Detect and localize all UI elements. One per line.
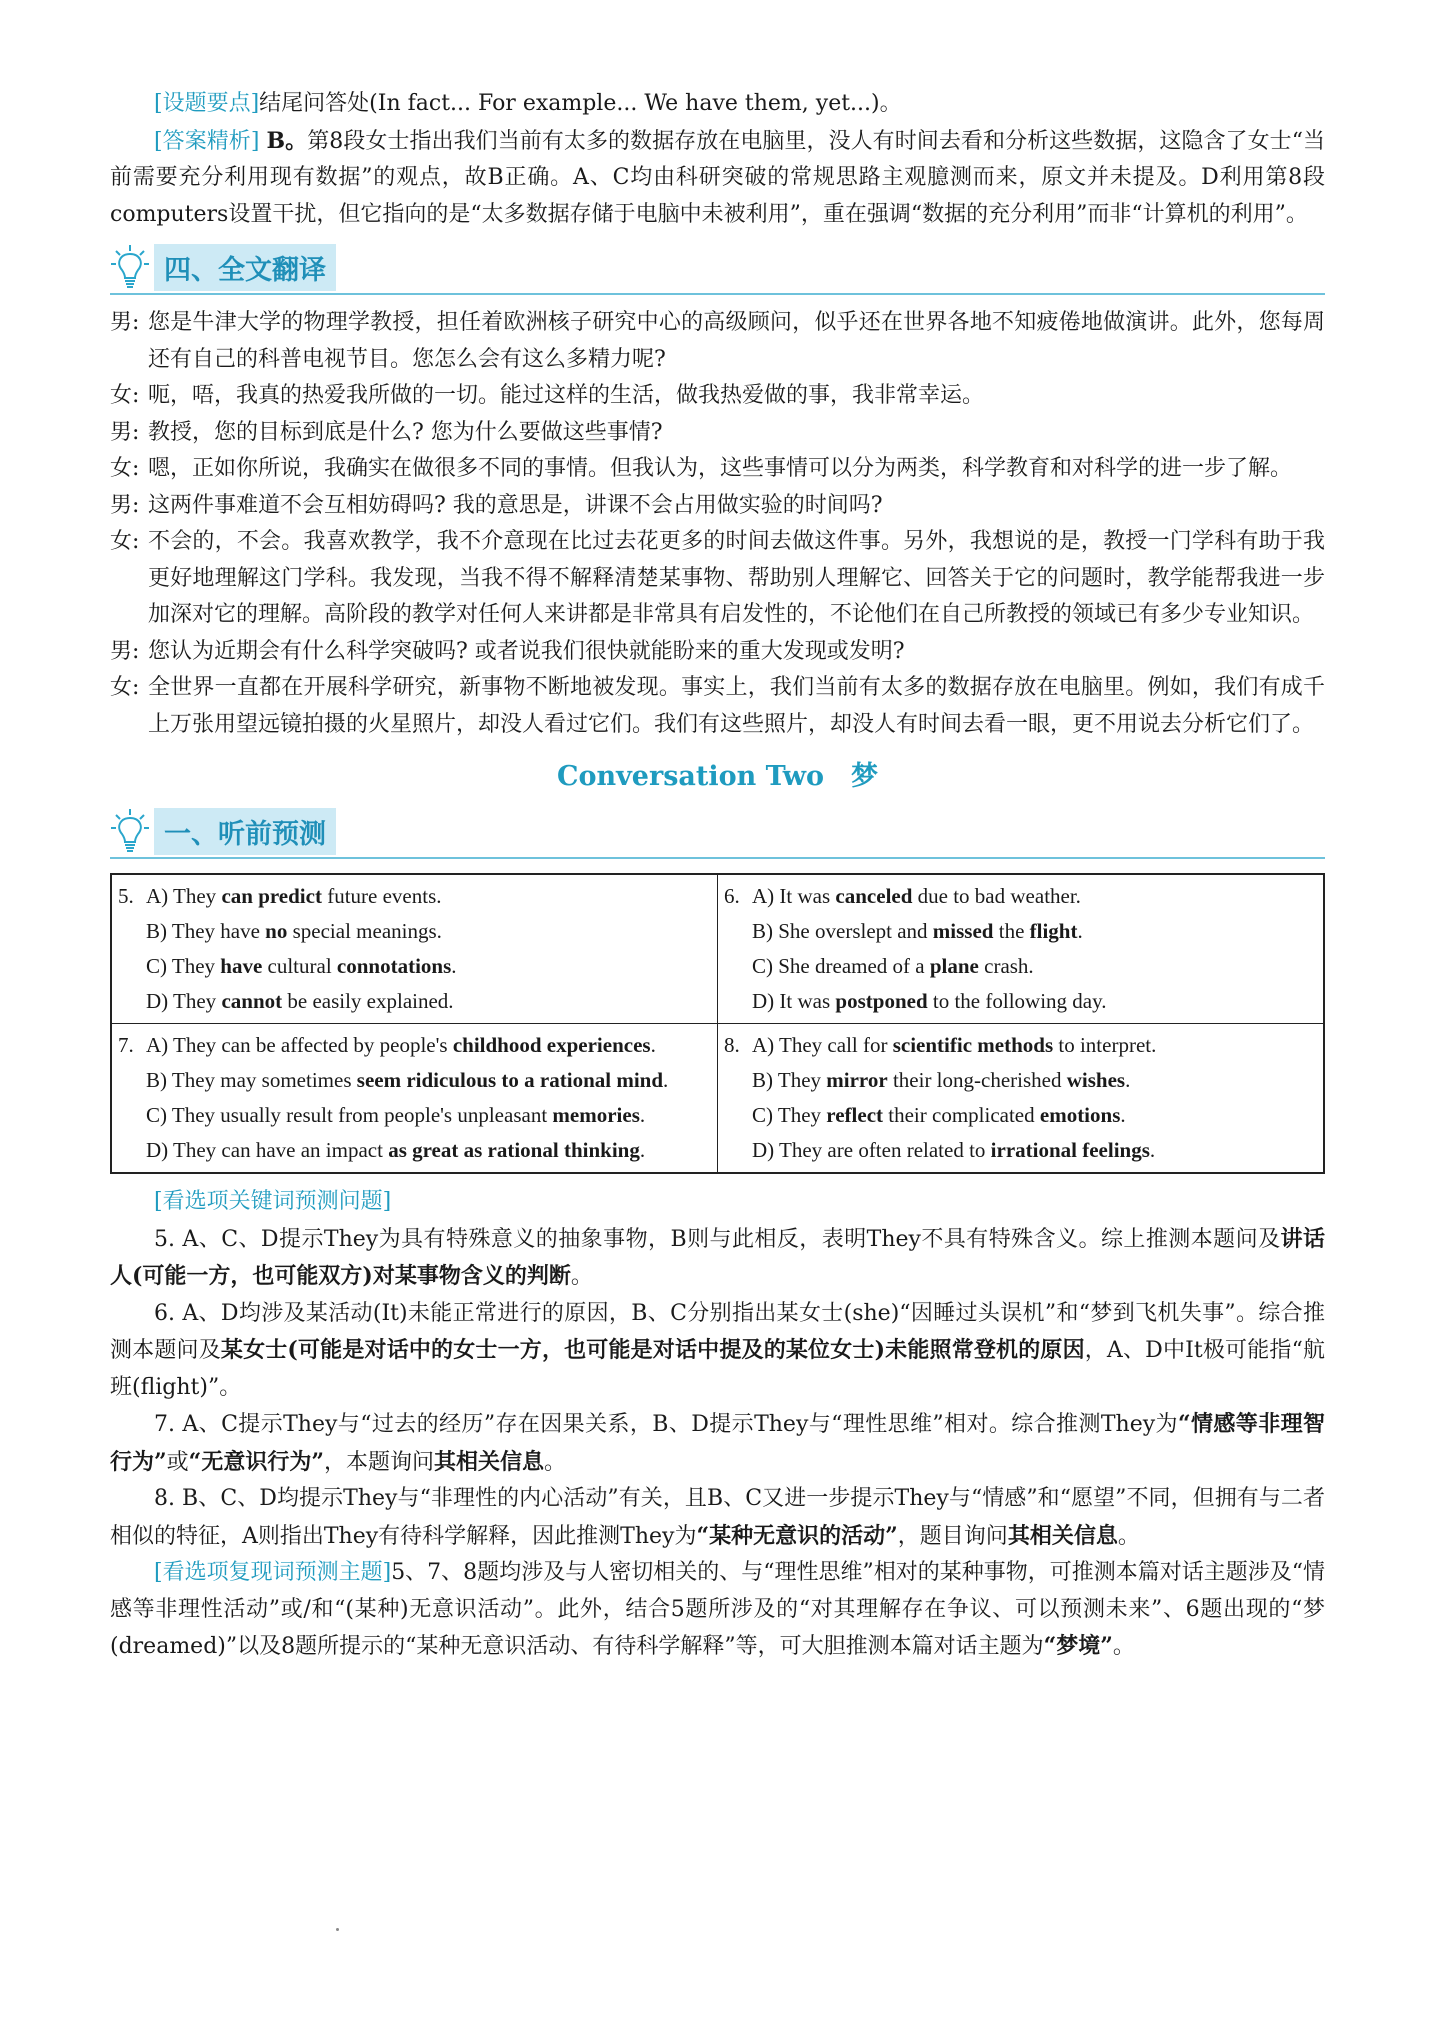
option-letter: B)	[146, 1068, 172, 1092]
option-line	[118, 1063, 711, 1098]
option-letter: C)	[146, 954, 172, 978]
option-line	[118, 1098, 711, 1133]
option-keyword: cannot	[221, 989, 283, 1013]
option-keyword: postponed	[835, 989, 928, 1013]
option-keyword: connotations	[336, 954, 452, 978]
note-emphasis: 其相关信息	[434, 1448, 545, 1475]
option-line	[118, 914, 711, 949]
option-line	[118, 984, 711, 1019]
question-number: 5.	[118, 884, 134, 908]
option-text: She overslept and	[778, 919, 933, 943]
option-keyword: reflect	[826, 1103, 884, 1127]
analysis-paragraph	[110, 123, 1325, 234]
option-text: .	[1077, 919, 1083, 943]
prediction-note	[110, 1481, 1325, 1555]
option-text: .	[663, 1068, 669, 1092]
prediction-note	[110, 1406, 1325, 1481]
speaker-label: 男:	[110, 638, 140, 664]
option-letter: C)	[146, 1103, 172, 1127]
speaker-label: 男:	[110, 492, 140, 518]
dialogue-line	[110, 378, 1325, 415]
dialogue-line	[110, 415, 1325, 452]
option-letter: D)	[752, 989, 780, 1013]
option-keyword: memories	[552, 1103, 640, 1127]
option-letter: D)	[146, 989, 174, 1013]
analysis-label: [答案精析]	[154, 128, 260, 154]
dialogue-text: 呃，唔，我真的热爱我所做的一切。能过这样的生活，做我热爱做的事，我非常幸运。	[148, 383, 985, 408]
option-letter: A)	[146, 884, 174, 908]
keyword-label-line	[110, 1184, 1325, 1221]
option-keyword: can predict	[221, 884, 322, 908]
option-line	[724, 914, 1317, 949]
option-text: .	[1125, 1068, 1131, 1092]
theme-end: 。	[1112, 1634, 1135, 1659]
option-letter: D)	[752, 1138, 780, 1162]
option-text: .	[639, 1138, 646, 1162]
option-letter: A)	[146, 1033, 174, 1057]
option-letter: B)	[752, 1068, 778, 1092]
option-text: They usually result from people's unpleasant	[171, 1103, 553, 1127]
note-text: ，题目询问	[897, 1523, 1008, 1549]
note-text: 7. A、C提示They与“过去的经历”存在因果关系，B、D提示They与“理性思维”相对。综合推测They为	[154, 1412, 1178, 1437]
option-text: to the following day.	[927, 989, 1107, 1013]
prediction-notes	[110, 1221, 1325, 1556]
note-text: 5. A、C、D提示They为具有特殊意义的抽象事物，B则与此相反，表明They不具有特殊含义。综上推测本题问及	[154, 1226, 1281, 1252]
option-letter: C)	[752, 954, 779, 978]
option-text: due to bad weather.	[912, 884, 1081, 908]
key-points-label: [设题要点]	[154, 91, 260, 116]
option-text: .	[451, 954, 457, 978]
option-text: crash.	[978, 954, 1034, 978]
option-line	[724, 1098, 1317, 1133]
question-cell	[111, 1024, 718, 1174]
dialogue-text: 嗯，正如你所说，我确实在做很多不同的事情。但我认为，这些事情可以分为两类，科学教育和对科学的进一步了解。	[148, 456, 1293, 481]
dialogue-text: 不会的，不会。我喜欢教学，我不介意现在比过去花更多的时间去做这件事。另外，我想说的是，教授一门学科有助于我更好地理解这门学科。我发现，当我不得不解释清楚某事物、帮助别人理解它、回答关于它的问题时，教学能帮我进一步加深对它的理解。高阶段的教学对任何人来讲都是非常具有启发性的，不论他们在自己所教授的领域已有多少专业知识。	[148, 529, 1325, 627]
option-text: It was	[779, 884, 836, 908]
theme-bold: “梦境”	[1043, 1633, 1113, 1659]
note-text: 8. B、C、D均提示They与“非理性的内心活动”有关，且B、C又进一步提示They与“情感”和“愿望”不同，但拥有与二者相似的特征，A则指出They有待科学解释，因此推测They为	[110, 1486, 1325, 1549]
note-emphasis: “某种无意识的活动”	[696, 1522, 898, 1549]
note-text: ，A、D中It极可能指“航班(flight)”。	[110, 1338, 1325, 1400]
key-points-text: 结尾问答处(In fact... For example... We have them, yet...)。	[259, 91, 902, 116]
option-text: .	[1149, 1138, 1156, 1162]
key-points-paragraph	[110, 86, 1325, 123]
note-text: 。	[570, 1264, 593, 1289]
dialogue-text: 您是牛津大学的物理学教授，担任着欧洲核子研究中心的高级顾问，似乎还在世界各地不知疲倦地做演讲。此外，您每周还有自己的科普电视节目。您怎么会有这么多精力呢?	[148, 310, 1325, 372]
option-text: They can have an impact	[173, 1138, 389, 1162]
dialogue-text: 您认为近期会有什么科学突破吗? 或者说我们很快就能盼来的重大发现或发明?	[148, 638, 905, 664]
option-letter: B)	[752, 919, 779, 943]
option-keyword: have	[220, 954, 263, 978]
option-text: They	[777, 1103, 827, 1127]
theme-paragraph	[110, 1555, 1325, 1666]
option-keyword: plane	[929, 954, 979, 978]
speaker-label: 女:	[110, 675, 140, 700]
option-keyword: no	[265, 919, 288, 943]
dialogue-line	[110, 634, 1325, 671]
note-text: 6. A、D均涉及某活动(It)未能正常进行的原因，B、C分别指出某女士(she)“因睡过头误机”和“梦到飞机失事”。综合推测本题问及	[110, 1300, 1325, 1363]
option-keyword: irrational feelings	[990, 1138, 1150, 1162]
dialogue-line	[110, 451, 1325, 488]
speaker-label: 女:	[110, 456, 140, 481]
dialogue-line	[110, 488, 1325, 525]
option-text: .	[1120, 1103, 1126, 1127]
option-line	[724, 949, 1317, 984]
option-text: the	[993, 919, 1030, 943]
translation-dialogue	[110, 305, 1325, 743]
translation-heading-label: 四、全文翻译	[154, 244, 336, 291]
question-cell	[718, 1024, 1325, 1174]
option-keyword: emotions	[1039, 1103, 1121, 1127]
note-emphasis: “无意识行为”	[188, 1448, 324, 1475]
option-text: They have	[171, 919, 266, 943]
option-text: They are often related to	[779, 1138, 991, 1162]
option-text: .	[650, 1033, 656, 1057]
lightbulb-icon	[110, 243, 150, 291]
theme-label: [看选项复现词预测主题]	[154, 1560, 392, 1585]
speaker-label: 女:	[110, 383, 140, 408]
option-text: They may sometimes	[171, 1068, 357, 1092]
dialogue-text: 教授，您的目标到底是什么? 您为什么要做这些事情?	[148, 419, 663, 445]
dialogue-text: 全世界一直都在开展科学研究，新事物不断地被发现。事实上，我们当前有太多的数据存放在电脑里。例如，我们有成千上万张用望远镜拍摄的火星照片，却没人看过它们。我们有这些照片，却没人有时间去看一眼，更不用说去分析它们了。	[148, 675, 1325, 737]
note-text: 。	[544, 1449, 567, 1475]
note-text: ，本题询问	[323, 1449, 434, 1475]
option-text: special meanings.	[287, 919, 442, 943]
option-text: be easily explained.	[282, 989, 454, 1013]
prediction-heading-label: 一、听前预测	[154, 808, 336, 855]
option-text: They	[173, 989, 222, 1013]
dialogue-line	[110, 670, 1325, 743]
option-text: to interpret.	[1053, 1033, 1157, 1057]
option-keyword: missed	[932, 919, 994, 943]
option-keyword: scientific methods	[892, 1033, 1054, 1057]
option-letter: D)	[146, 1138, 174, 1162]
option-text: It was	[779, 989, 836, 1013]
option-line	[118, 1028, 711, 1063]
option-text: their complicated	[883, 1103, 1040, 1127]
speaker-label: 男:	[110, 310, 140, 335]
option-line	[724, 1133, 1317, 1168]
option-line	[724, 1028, 1317, 1063]
option-text: She dreamed of a	[778, 954, 930, 978]
option-text: cultural	[262, 954, 337, 978]
theme-text: 5、7、8题均涉及与人密切相关的、与“理性思维”相对的某种事物，可推测本篇对话主题涉及“情感等非理性活动”或/和“(某种)无意识活动”。此外，结合5题所涉及的“对其理解存在争议、可以预测未来”、6题出现的“梦(dreamed)”以及8题所提示的“某种无意识活动、有待科学解释”等，可大胆推测本篇对话主题为	[110, 1560, 1325, 1659]
analysis-text: 第8段女士指出我们当前有太多的数据存放在电脑里，没人有时间去看和分析这些数据，这隐含了女士“当前需要充分利用现有数据”的观点，故B正确。A、C均由科研突破的常规思路主观臆测而来，原文并未提及。D利用第8段computers设置干扰，但它指向的是“太多数据存储于电脑中未被利用”，重在强调“数据的充分利用”而非“计算机的利用”。	[110, 128, 1326, 227]
speaker-label: 女:	[110, 529, 140, 554]
option-text: They	[777, 1068, 827, 1092]
option-letter: A)	[752, 884, 780, 908]
translation-heading	[110, 241, 1325, 295]
dialogue-line	[110, 305, 1325, 378]
option-line	[724, 1063, 1317, 1098]
prediction-note	[110, 1296, 1325, 1407]
option-text: future events.	[321, 884, 442, 908]
option-keyword: as great as rational thinking	[388, 1138, 640, 1162]
dialogue-line	[110, 524, 1325, 634]
option-letter: A)	[752, 1033, 780, 1057]
option-keyword: childhood experiences	[452, 1033, 651, 1057]
option-letter: B)	[146, 919, 172, 943]
note-text: 。	[1117, 1523, 1140, 1549]
option-keyword: mirror	[826, 1068, 888, 1092]
option-line	[118, 879, 711, 914]
note-emphasis: 其相关信息	[1007, 1522, 1118, 1549]
option-text: They can be affected by people's	[173, 1033, 453, 1057]
option-text: They	[171, 954, 221, 978]
dialogue-text: 这两件事难道不会互相妨碍吗? 我的意思是，讲课不会占用做实验的时间吗?	[148, 492, 883, 518]
note-emphasis: 讲话人(可能一方，也可能双方)对某事物含义的判断	[110, 1225, 1325, 1289]
footer-dot	[336, 1928, 339, 1931]
note-emphasis: 某女士(可能是对话中的女士一方，也可能是对话中提及的某位女士)未能照常登机的原因	[220, 1337, 1085, 1363]
speaker-label: 男:	[110, 419, 140, 445]
option-keyword: canceled	[835, 884, 913, 908]
note-emphasis: “情感等非理智行为”	[110, 1411, 1326, 1475]
conversation-title: Conversation Two 梦	[556, 761, 879, 792]
option-line	[118, 949, 711, 984]
analysis-answer: B。	[266, 127, 308, 154]
page	[110, 86, 1325, 1666]
options-table	[110, 873, 1325, 1174]
option-line	[118, 1133, 711, 1168]
option-text: their long-cherished	[887, 1068, 1067, 1092]
prediction-note	[110, 1221, 1325, 1296]
option-text: They call for	[779, 1033, 893, 1057]
option-text: .	[639, 1103, 646, 1127]
prediction-heading	[110, 805, 1325, 859]
option-line	[724, 984, 1317, 1019]
note-text: 或	[166, 1449, 189, 1475]
lightbulb-icon	[110, 807, 150, 855]
question-number: 7.	[118, 1033, 134, 1057]
option-keyword: flight	[1029, 919, 1078, 943]
option-keyword: seem ridiculous to a rational mind	[356, 1068, 664, 1092]
keyword-label: [看选项关键词预测问题]	[154, 1189, 392, 1214]
option-keyword: wishes	[1066, 1068, 1126, 1092]
option-line	[724, 879, 1317, 914]
option-letter: C)	[752, 1103, 778, 1127]
question-cell	[718, 874, 1325, 1024]
question-number: 8.	[724, 1033, 740, 1057]
question-number: 6.	[724, 884, 740, 908]
option-text: They	[173, 884, 222, 908]
question-cell	[111, 874, 718, 1024]
